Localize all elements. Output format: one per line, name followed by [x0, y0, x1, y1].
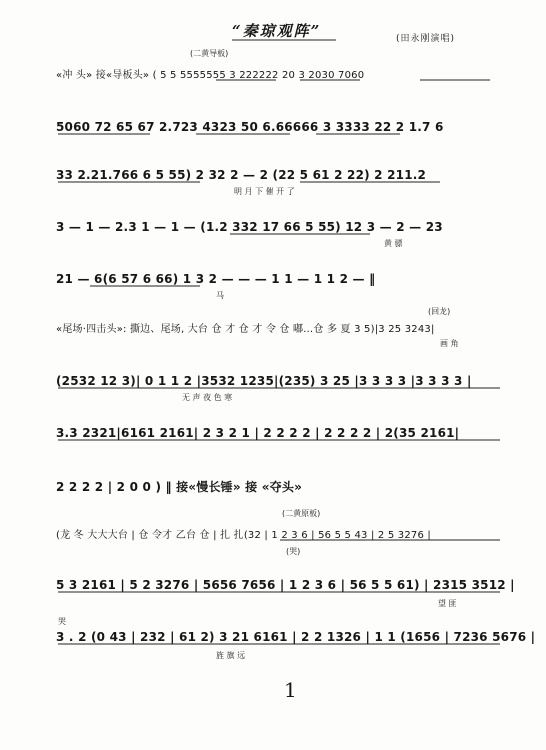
page-number: 1	[284, 678, 297, 702]
score-line-9: 2 2 2 2 | 2 0 0 ) ‖ 接«慢长锤» 接 «夺头»	[56, 480, 303, 494]
score-line-8: 3.3 2321|6161 2161| 2 3 2 1 | 2 2 2 2 | 2 2 2 2 | 2(35 2161|	[56, 426, 460, 440]
lyrics-line-3: 明 月 下 催 开 了	[234, 187, 295, 196]
score-line-1: «冲 头» 接«导板头» ( 5 5 5555555 3 222222 20 3 2030 7060	[56, 70, 365, 81]
page-title: “秦琼观阵”	[232, 22, 322, 40]
score-line-7: (2532 12 3)| 0 1 1 2 |3532 1235|(235) 3 25 |3 3 3 3 |3 3 3 3 |	[56, 374, 472, 388]
score-line-5: 21 — 6(6 57 6 66) 1 3 2 — — — 1 1 — 1 1 2 — ‖	[56, 272, 376, 286]
section-label-daoban: (二黄导板)	[190, 49, 229, 58]
score-line-11: 5 3 2161 | 5 2 3276 | 5656 7656 | 1 2 3 6 | 56 5 5 61) | 2315 3512 |	[56, 578, 515, 592]
lyrics-line-4: 黄 骠	[384, 239, 403, 248]
score-line-3: 33 2.21.766 6 5 55) 2 32 2 — 2 (22 5 61 2 22) 2 211.2	[56, 168, 427, 182]
lyrics-line-11: 望 匪	[438, 599, 457, 608]
score-line-2: 5060 72 65 67 2.723 4323 50 6.66666 3 3333 22 2 1.7 6	[56, 120, 444, 134]
lyrics-line-7: 无 声 夜 色 寒	[182, 393, 233, 402]
annotation-cry: (哭)	[286, 547, 301, 556]
score-line-12: 3 . 2 (0 43 | 232 | 61 2) 3 21 6161 | 2 2 1326 | 1 1 (1656 | 7236 5676 |	[56, 630, 536, 644]
lyrics-line-6: 画 角	[440, 339, 459, 348]
section-label-yuanban: (二黄原板)	[282, 509, 321, 518]
score-line-4: 3 — 1 — 2.3 1 — 1 — (1.2 332 17 66 5 55) 12 3 — 2 — 23	[56, 220, 443, 234]
lyrics-line-12: 旌 旗 远	[216, 651, 246, 660]
score-line-6: «尾场·四击头»: 撕边、尾场, 大台 仓 才 仓 才 令 仓 嘟…仓 多 夏 3 5)|3 25 3243|	[56, 324, 435, 335]
section-label-huilong: (回龙)	[428, 307, 451, 316]
annotation-cry-2: 哭	[58, 617, 66, 626]
lyrics-line-5: 马	[216, 291, 224, 300]
performer-credit: (田永刚演唱)	[396, 34, 456, 44]
score-line-10: (龙 冬 大大大台 | 仓 令才 乙台 仓 | 扎 扎(32 | 1 2 3 6 | 56 5 5 43 | 2 5 3276 |	[56, 530, 432, 541]
